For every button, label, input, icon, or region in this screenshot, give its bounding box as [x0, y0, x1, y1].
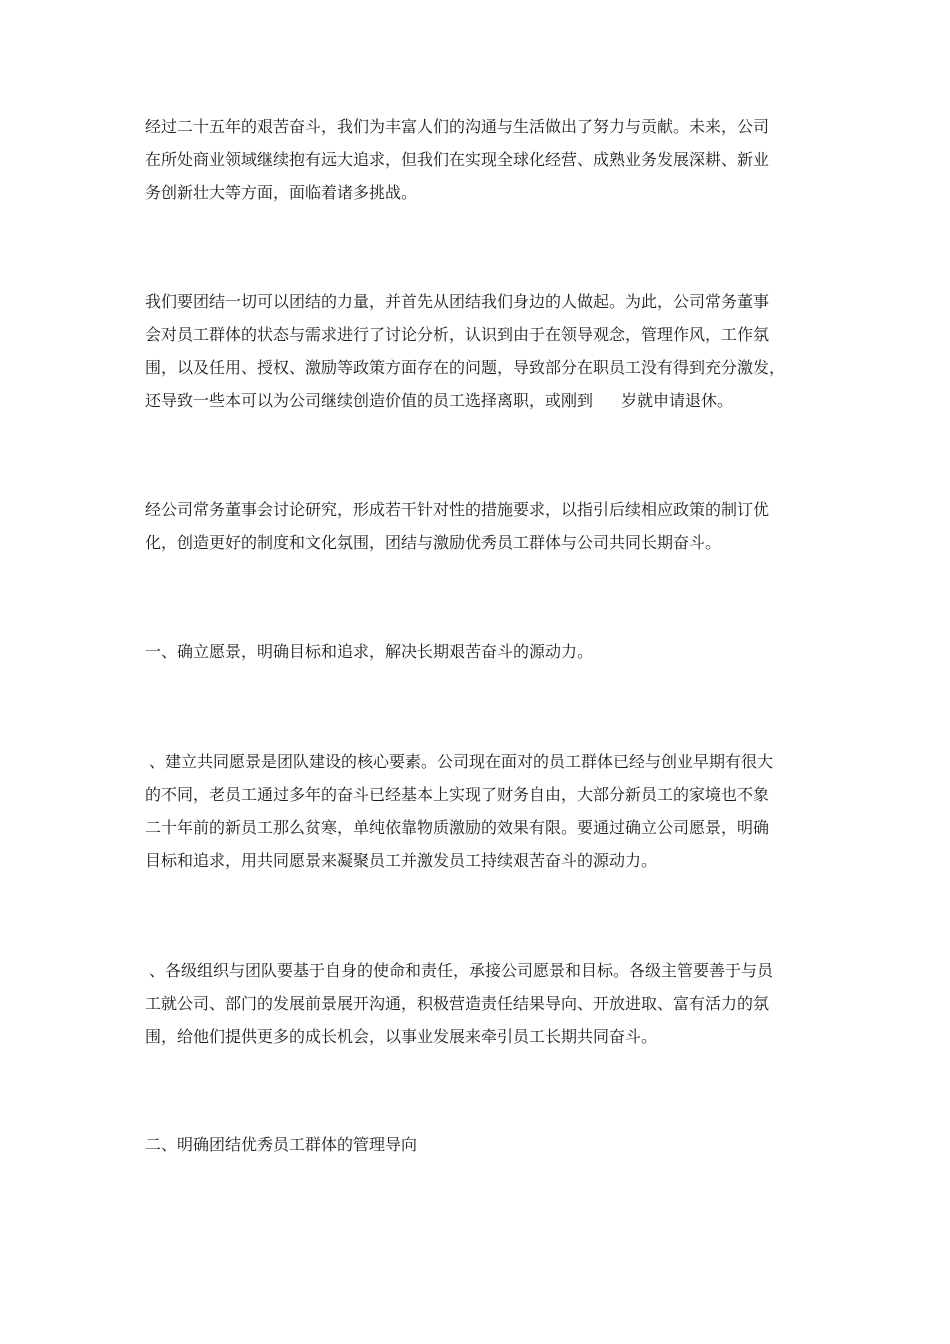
paragraph-line: 二十年前的新员工那么贫寒，单纯依靠物质激励的效果有限。要通过确立公司愿景，明确	[145, 818, 770, 837]
paragraph-line: 工就公司、部门的发展前景展开沟通，积极营造责任结果导向、开放进取、富有活力的氛	[145, 994, 770, 1013]
paragraph-line: 围，以及任用、授权、激励等政策方面存在的问题，导致部分在职员工没有得到充分激发，	[145, 358, 786, 377]
paragraph-line: 目标和追求，用共同愿景来凝聚员工并激发员工持续艰苦奋斗的源动力。	[145, 851, 658, 870]
paragraph-line: 化，创造更好的制度和文化氛围，团结与激励优秀员工群体与公司共同长期奋斗。	[145, 533, 722, 552]
paragraph-line: 的不同，老员工通过多年的奋斗已经基本上实现了财务自由，大部分新员工的家境也不象	[145, 785, 770, 804]
paragraph-line: 、各级组织与团队要基于自身的使命和责任，承接公司愿景和目标。各级主管要善于与员	[149, 961, 774, 980]
paragraph-line-part: 还导致一些本可以为公司继续创造价值的员工选择离职，或刚到	[145, 391, 594, 410]
paragraph-line: 经过二十五年的艰苦奋斗，我们为丰富人们的沟通与生活做出了努力与贡献。未来，公司	[145, 117, 770, 136]
paragraph-line: 会对员工群体的状态与需求进行了讨论分析，认识到由于在领导观念，管理作风，工作氛	[145, 325, 770, 344]
paragraph-line: 围，给他们提供更多的成长机会，以事业发展来牵引员工长期共同奋斗。	[145, 1027, 658, 1046]
section-heading-1: 一、确立愿景，明确目标和追求，解决长期艰苦奋斗的源动力。	[145, 642, 594, 661]
paragraph-line: 我们要团结一切可以团结的力量，并首先从团结我们身边的人做起。为此，公司常务董事	[145, 292, 770, 311]
paragraph-line: 、建立共同愿景是团队建设的核心要素。公司现在面对的员工群体已经与创业早期有很大	[149, 752, 774, 771]
paragraph-line: 经公司常务董事会讨论研究，形成若干针对性的措施要求，以指引后续相应政策的制订优	[145, 500, 770, 519]
section-heading-2: 二、明确团结优秀员工群体的管理导向	[145, 1135, 418, 1154]
paragraph-line: 在所处商业领域继续抱有远大追求，但我们在实现全球化经营、成熟业务发展深耕、新业	[145, 150, 770, 169]
paragraph-line: 务创新壮大等方面，面临着诸多挑战。	[145, 183, 418, 202]
paragraph-line-part: 岁就申请退休。	[621, 391, 734, 410]
paragraph-line	[145, 391, 733, 411]
